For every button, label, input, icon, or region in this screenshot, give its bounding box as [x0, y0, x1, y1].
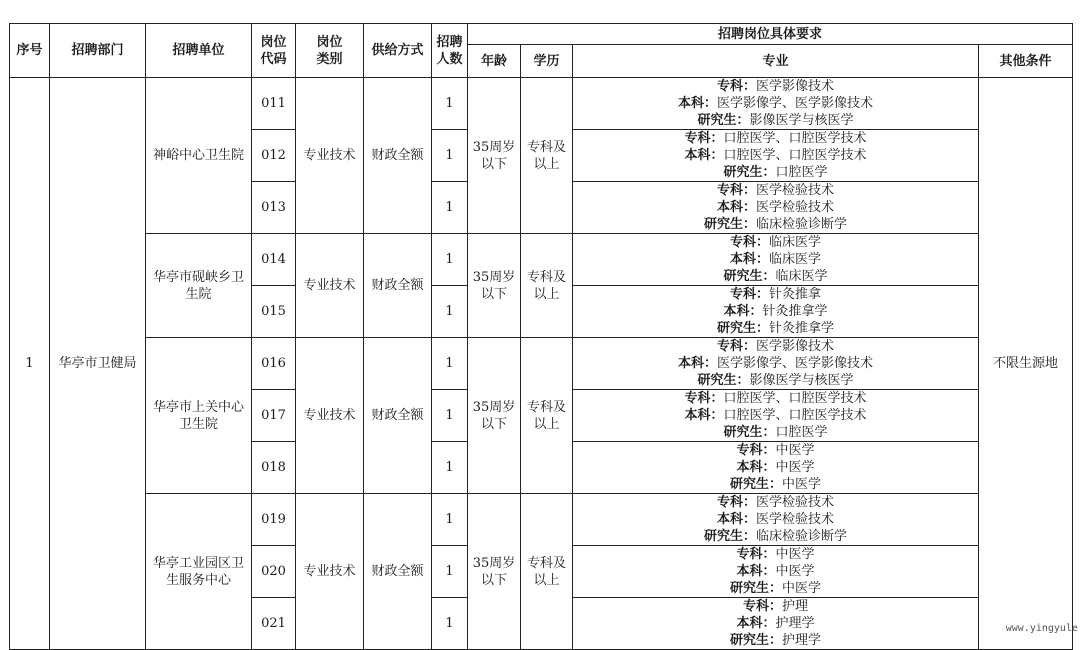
table-row	[10, 494, 1073, 546]
major-value: 口腔医学	[775, 425, 828, 440]
category-cell: 专业技术	[296, 78, 364, 234]
major-value: 中医学	[775, 547, 815, 562]
major-line	[573, 511, 978, 528]
major-value: 口腔医学、口腔医学技术	[723, 391, 867, 406]
edu-cell: 专科及以上	[521, 338, 573, 494]
major-line	[573, 372, 978, 389]
table-row	[10, 338, 1073, 390]
major-line	[573, 580, 978, 597]
major-line	[573, 476, 978, 493]
major-level-label: 本科：	[736, 564, 776, 579]
major-cell	[573, 338, 979, 390]
major-level-label: 本科：	[716, 512, 756, 527]
code-cell: 018	[252, 442, 296, 494]
header-seq: 序号	[10, 24, 50, 78]
unit-cell: 华亭市上关中心卫生院	[146, 338, 252, 494]
count-cell: 1	[432, 182, 468, 234]
table-row	[10, 234, 1073, 286]
major-level-label: 本科：	[723, 304, 763, 319]
major-value: 护理	[782, 599, 809, 614]
major-line	[573, 112, 978, 129]
major-cell	[573, 598, 979, 650]
major-value: 口腔医学、口腔医学技术	[723, 148, 867, 163]
watermark: www.yingyule	[1005, 623, 1078, 634]
code-cell: 020	[252, 546, 296, 598]
header-age: 年龄	[468, 45, 521, 78]
major-level-label: 专科：	[716, 79, 756, 94]
major-line	[573, 424, 978, 441]
major-line	[573, 320, 978, 337]
edu-cell: 专科及以上	[521, 78, 573, 234]
major-level-label: 研究生：	[716, 321, 769, 336]
funding-cell: 财政全额	[364, 234, 432, 338]
major-line	[573, 303, 978, 320]
code-cell: 013	[252, 182, 296, 234]
major-value: 医学检验技术	[756, 495, 835, 510]
count-cell: 1	[432, 390, 468, 442]
major-value: 临床检验诊断学	[756, 217, 848, 232]
category-cell: 专业技术	[296, 494, 364, 650]
edu-cell: 专科及以上	[521, 494, 573, 650]
major-value: 口腔医学	[775, 165, 828, 180]
major-value: 中医学	[775, 460, 815, 475]
major-line	[573, 494, 978, 511]
code-cell: 017	[252, 390, 296, 442]
edu-cell: 专科及以上	[521, 234, 573, 338]
header-other: 其他条件	[979, 45, 1073, 78]
major-level-label: 本科：	[684, 148, 724, 163]
code-cell: 016	[252, 338, 296, 390]
count-cell: 1	[432, 286, 468, 338]
major-level-label: 专科：	[716, 339, 756, 354]
dept-cell: 华亭市卫健局	[50, 78, 146, 650]
major-line	[573, 615, 978, 632]
unit-cell: 华亭市砚峡乡卫生院	[146, 234, 252, 338]
major-cell	[573, 182, 979, 234]
major-level-label: 专科：	[729, 287, 769, 302]
major-line	[573, 234, 978, 251]
major-level-label: 专科：	[716, 495, 756, 510]
header-major: 专业	[573, 45, 979, 78]
major-cell	[573, 390, 979, 442]
header-category: 岗位 类别	[296, 24, 364, 78]
count-cell: 1	[432, 234, 468, 286]
other-cell: 不限生源地	[979, 78, 1073, 650]
major-level-label: 本科：	[736, 460, 776, 475]
major-value: 中医学	[775, 443, 815, 458]
major-line	[573, 563, 978, 580]
funding-cell: 财政全额	[364, 494, 432, 650]
major-value: 中医学	[775, 564, 815, 579]
major-cell	[573, 494, 979, 546]
funding-cell: 财政全额	[364, 78, 432, 234]
category-cell: 专业技术	[296, 234, 364, 338]
age-cell: 35周岁以下	[468, 78, 521, 234]
major-line	[573, 147, 978, 164]
major-value: 医学检验技术	[756, 512, 835, 527]
major-level-label: 专科：	[742, 599, 782, 614]
major-value: 医学检验技术	[756, 183, 835, 198]
header-dept: 招聘部门	[50, 24, 146, 78]
major-value: 临床检验诊断学	[756, 529, 848, 544]
funding-cell: 财政全额	[364, 338, 432, 494]
count-cell: 1	[432, 130, 468, 182]
major-line	[573, 442, 978, 459]
major-value: 口腔医学、口腔医学技术	[723, 408, 867, 423]
age-cell: 35周岁以下	[468, 338, 521, 494]
code-cell: 012	[252, 130, 296, 182]
major-value: 影像医学与核医学	[749, 113, 854, 128]
major-value: 医学影像技术	[756, 339, 835, 354]
major-value: 中医学	[782, 477, 822, 492]
major-line	[573, 268, 978, 285]
count-cell: 1	[432, 338, 468, 390]
major-cell	[573, 442, 979, 494]
major-level-label: 研究生：	[729, 581, 782, 596]
major-line	[573, 459, 978, 476]
category-cell: 专业技术	[296, 338, 364, 494]
major-cell	[573, 546, 979, 598]
major-line	[573, 286, 978, 303]
count-cell: 1	[432, 442, 468, 494]
count-cell: 1	[432, 78, 468, 130]
code-cell: 015	[252, 286, 296, 338]
major-value: 临床医学	[775, 269, 828, 284]
unit-cell: 华亭工业园区卫生服务中心	[146, 494, 252, 650]
major-level-label: 研究生：	[729, 633, 782, 648]
code-cell: 021	[252, 598, 296, 650]
major-level-label: 本科：	[716, 200, 756, 215]
major-cell	[573, 130, 979, 182]
major-value: 影像医学与核医学	[749, 373, 854, 388]
age-cell: 35周岁以下	[468, 234, 521, 338]
header-edu: 学历	[521, 45, 573, 78]
major-level-label: 专科：	[684, 391, 724, 406]
major-line	[573, 164, 978, 181]
major-value: 护理学	[775, 616, 815, 631]
major-line	[573, 95, 978, 112]
major-level-label: 本科：	[677, 96, 717, 111]
header-code: 岗位 代码	[252, 24, 296, 78]
unit-cell: 神峪中心卫生院	[146, 78, 252, 234]
count-cell: 1	[432, 546, 468, 598]
code-cell: 019	[252, 494, 296, 546]
major-value: 医学影像技术	[756, 79, 835, 94]
header-requirements: 招聘岗位具体要求	[468, 24, 1073, 45]
major-level-label: 研究生：	[729, 477, 782, 492]
major-line	[573, 130, 978, 147]
major-line	[573, 199, 978, 216]
major-cell	[573, 78, 979, 130]
major-line	[573, 407, 978, 424]
major-value: 针灸推拿学	[769, 321, 835, 336]
major-level-label: 研究生：	[723, 269, 776, 284]
major-line	[573, 216, 978, 233]
major-value: 针灸推拿	[769, 287, 822, 302]
major-level-label: 专科：	[716, 183, 756, 198]
header-funding: 供给方式	[364, 24, 432, 78]
count-cell: 1	[432, 598, 468, 650]
major-value: 临床医学	[769, 235, 822, 250]
major-level-label: 研究生：	[703, 217, 756, 232]
major-line	[573, 78, 978, 95]
major-level-label: 本科：	[729, 252, 769, 267]
major-value: 临床医学	[769, 252, 822, 267]
major-level-label: 专科：	[729, 235, 769, 250]
header-count: 招聘 人数	[432, 24, 468, 78]
table-row	[10, 78, 1073, 130]
major-value: 医学影像学、医学影像技术	[717, 356, 874, 371]
major-line	[573, 338, 978, 355]
major-line	[573, 528, 978, 545]
major-value: 医学检验技术	[756, 200, 835, 215]
major-level-label: 研究生：	[703, 529, 756, 544]
major-line	[573, 546, 978, 563]
major-cell	[573, 286, 979, 338]
major-level-label: 研究生：	[697, 373, 750, 388]
code-cell: 011	[252, 78, 296, 130]
major-value: 口腔医学、口腔医学技术	[723, 131, 867, 146]
count-cell: 1	[432, 494, 468, 546]
age-cell: 35周岁以下	[468, 494, 521, 650]
seq-cell: 1	[10, 78, 50, 650]
major-value: 护理学	[782, 633, 822, 648]
major-line	[573, 251, 978, 268]
major-level-label: 研究生：	[723, 425, 776, 440]
major-line	[573, 632, 978, 649]
major-level-label: 专科：	[736, 547, 776, 562]
major-line	[573, 182, 978, 199]
major-level-label: 本科：	[684, 408, 724, 423]
major-line	[573, 355, 978, 372]
header-unit: 招聘单位	[146, 24, 252, 78]
major-line	[573, 598, 978, 615]
major-level-label: 专科：	[736, 443, 776, 458]
major-level-label: 本科：	[677, 356, 717, 371]
major-cell	[573, 234, 979, 286]
major-value: 针灸推拿学	[762, 304, 828, 319]
major-level-label: 研究生：	[723, 165, 776, 180]
code-cell: 014	[252, 234, 296, 286]
major-line	[573, 390, 978, 407]
major-level-label: 本科：	[736, 616, 776, 631]
major-value: 医学影像学、医学影像技术	[717, 96, 874, 111]
major-level-label: 专科：	[684, 131, 724, 146]
recruitment-table	[9, 23, 1073, 650]
major-value: 中医学	[782, 581, 822, 596]
major-level-label: 研究生：	[697, 113, 750, 128]
